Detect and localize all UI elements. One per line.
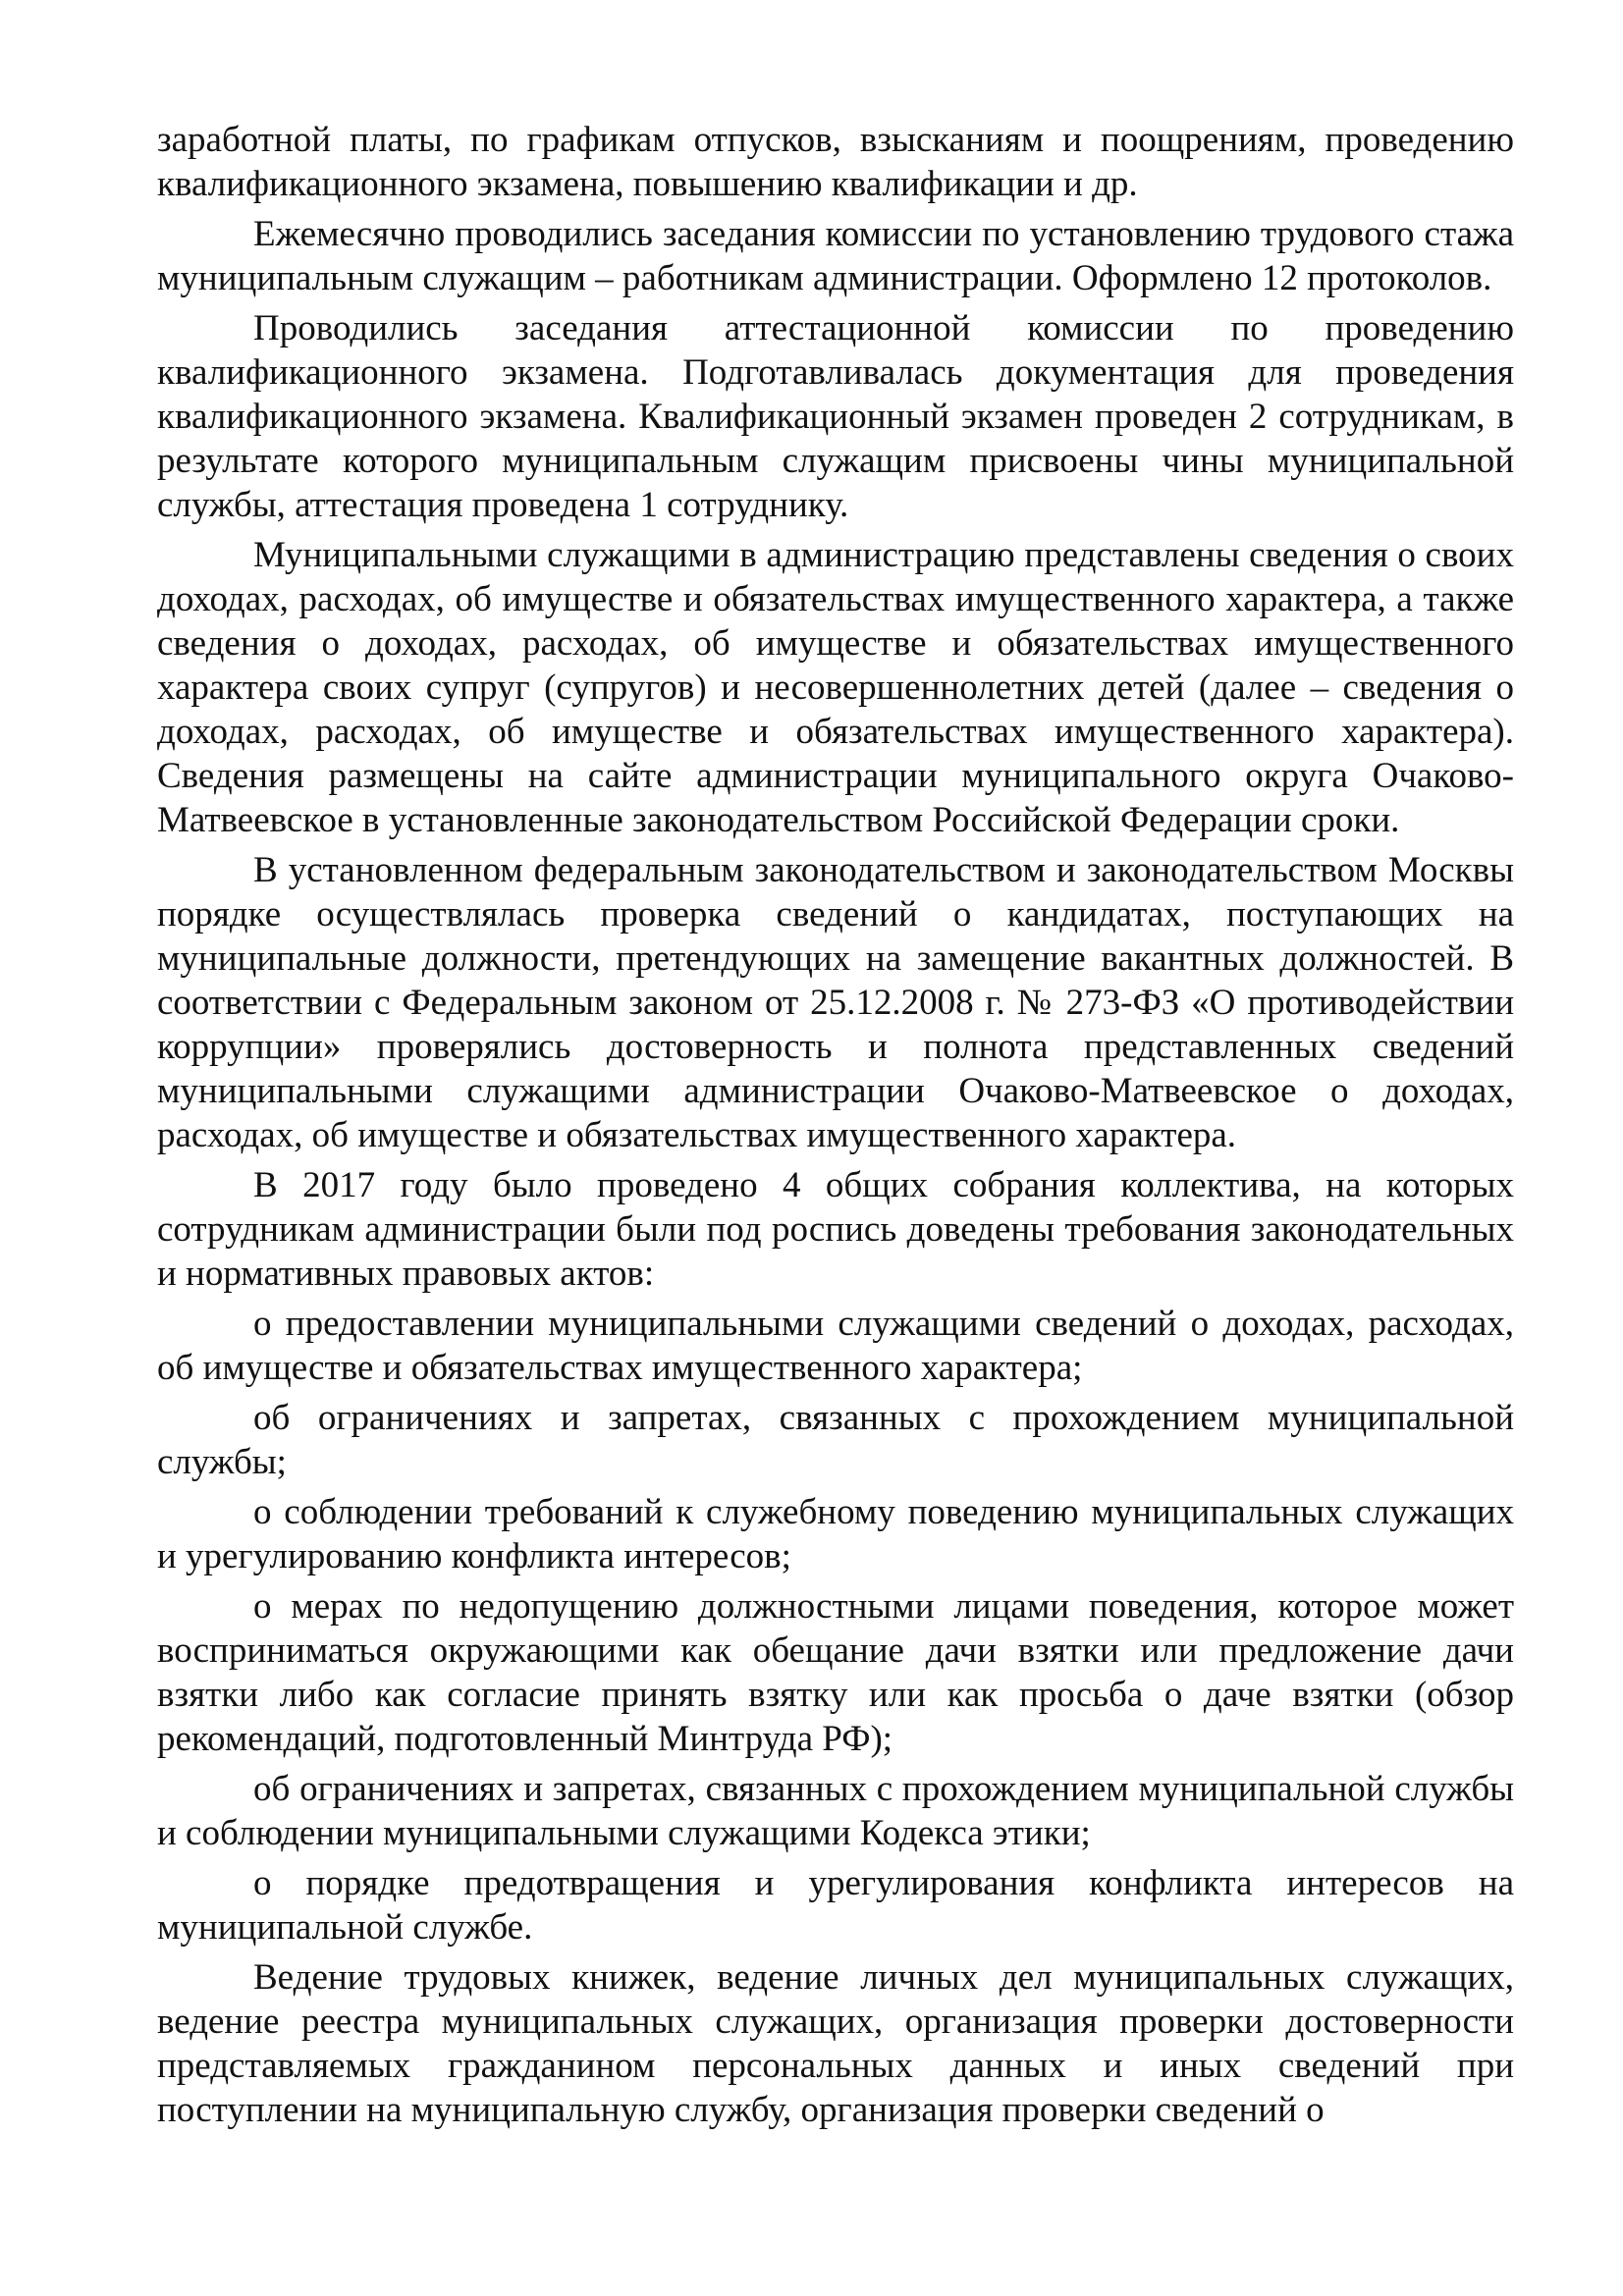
paragraph-work-experience-commission: Ежемесячно проводились заседания комиссии по установлению трудового стажа муниципальным служащим – работникам администрации. Оформлено 12 протоколов.	[157, 214, 1514, 298]
paragraph-candidate-verification: В установленном федеральным законодательством и законодательством Москвы порядке осуществлялась проверка сведений о кандидатах, поступающих на муниципальные должности, претендующих на замещение вакантных должностей. В соответствии с Федеральным законом от 25.12.2008 г. № 273-ФЗ «О противодействии коррупции» проверялись достоверность и полнота представленных сведений муниципальными служащими администрации Очаково-Матвеевское о доходах, расходах, об имуществе и обязательствах имущественного характера.	[157, 850, 1514, 1155]
list-item-ethics-code: об ограничениях и запретах, связанных с прохождением муниципальной службы и соблюдении муниципальными служащими Кодекса этики;	[157, 1769, 1514, 1853]
list-item-income-reporting: о предоставлении муниципальными служащими сведений о доходах, расходах, об имуществе и обязательствах имущественного характера;	[157, 1304, 1514, 1388]
document-page	[157, 118, 1514, 2258]
list-item-conduct-requirements: о соблюдении требований к служебному поведению муниципальных служащих и урегулированию конфликта интересов;	[157, 1492, 1514, 1576]
list-item-bribery-prevention: о мерах по недопущению должностными лицами поведения, которое может восприниматься окружающими как обещание дачи взятки или предложение дачи взятки либо как согласие принять взятку или как просьба о даче взятки (обзор рекомендаций, подготовленный Минтруда РФ);	[157, 1586, 1514, 1759]
paragraph-personnel-records: Ведение трудовых книжек, ведение личных дел муниципальных служащих, ведение реестра муниципальных служащих, организация проверки достоверности представляемых гражданином персональных данных и иных сведений при поступлении на муниципальную службу, организация проверки сведений о	[157, 1957, 1514, 2130]
paragraph-income-declarations: Муниципальными служащими в администрацию представлены сведения о своих доходах, расходах, об имуществе и обязательствах имущественного характера, а также сведения о доходах, расходах, об имуществе и обязательствах имущественного характера своих супруг (супругов) и несовершеннолетних детей (далее – сведения о доходах, расходах, об имуществе и обязательствах имущественного характера). Сведения размещены на сайте администрации муниципального округа Очаково-Матвеевское в установленные законодательством Российской Федерации сроки.	[157, 535, 1514, 840]
list-item-conflict-of-interest: о порядке предотвращения и урегулирования конфликта интересов на муниципальной службе.	[157, 1863, 1514, 1948]
paragraph-attestation-commission: Проводились заседания аттестационной комиссии по проведению квалификационного экзамена. Подготавливалась документация для проведения квалификационного экзамена. Квалификационный экзамен проведен 2 сотрудникам, в результате которого муниципальным служащим присвоены чины муниципальной службы, аттестация проведена 1 сотруднику.	[157, 308, 1514, 525]
paragraph-general-meetings: В 2017 году было проведено 4 общих собрания коллектива, на которых сотрудникам администрации были под роспись доведены требования законодательных и нормативных правовых актов:	[157, 1165, 1514, 1294]
list-item-restrictions: об ограничениях и запретах, связанных с прохождением муниципальной службы;	[157, 1398, 1514, 1482]
paragraph-continuation: заработной платы, по графикам отпусков, взысканиям и поощрениям, проведению квалификационного экзамена, повышению квалификации и др.	[157, 120, 1514, 204]
